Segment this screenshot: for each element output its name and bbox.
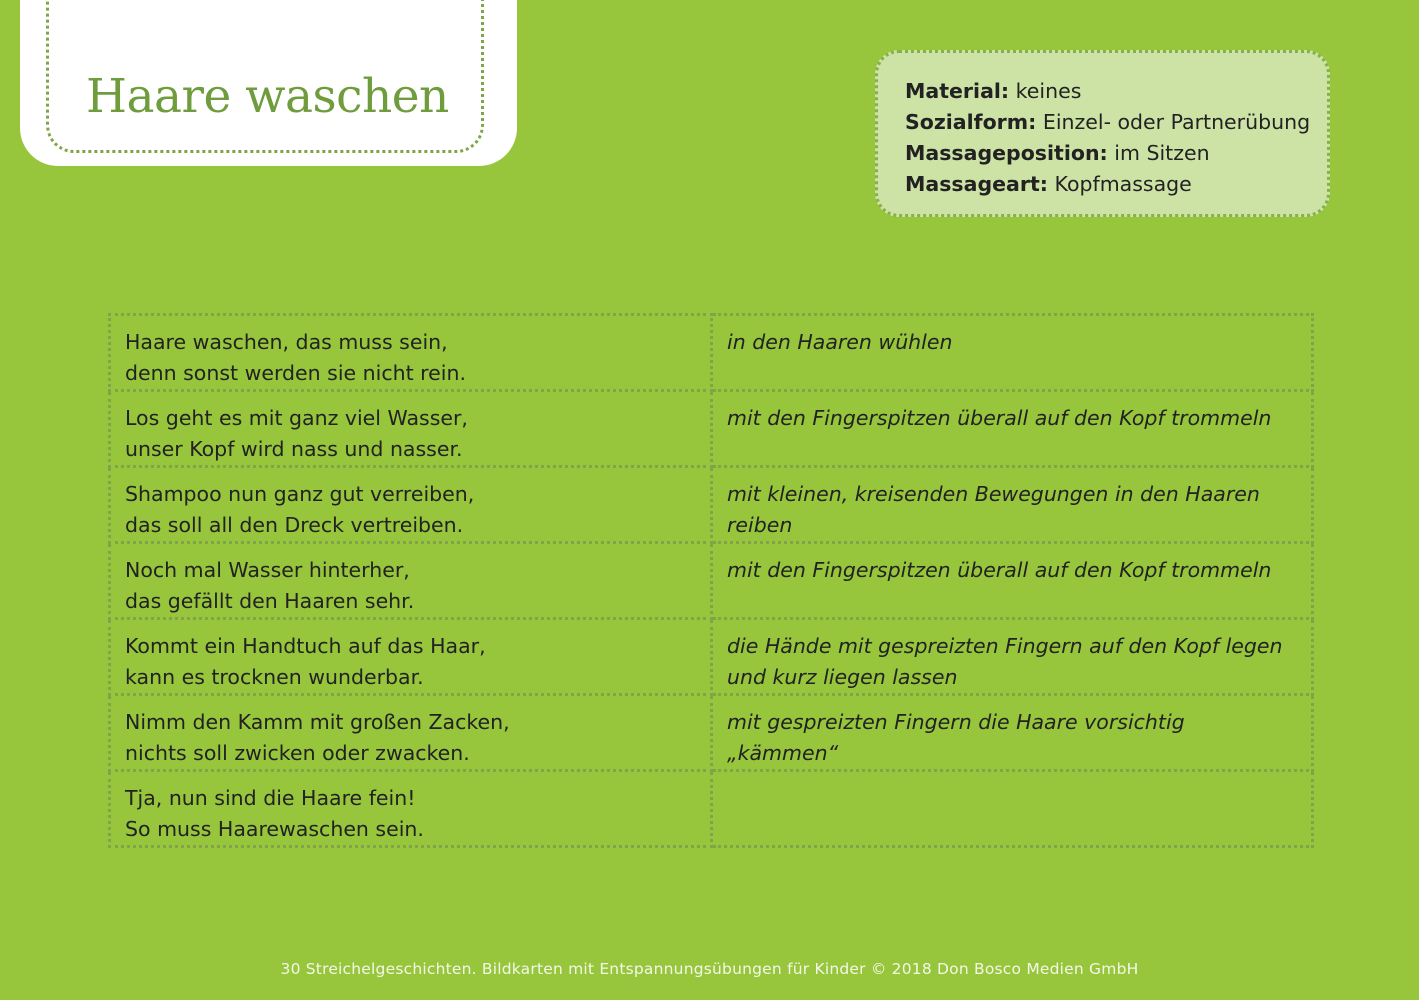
verse-line: nichts soll zwicken oder zwacken. (125, 741, 470, 765)
table-row (110, 771, 1313, 847)
verse-line: Shampoo nun ganz gut verreiben, (125, 482, 475, 506)
verse-line: denn sonst werden sie nicht rein. (125, 361, 466, 385)
verse-line: das gefällt den Haaren sehr. (125, 589, 415, 613)
info-key: Sozialform: (905, 110, 1037, 134)
verse-line: das soll all den Dreck vertreiben. (125, 513, 464, 537)
verse-cell (110, 467, 712, 543)
action-cell: mit kleinen, kreisenden Bewegungen in den Haaren reiben (712, 467, 1313, 543)
info-box (875, 50, 1330, 217)
table-row (110, 619, 1313, 695)
verse-line: Los geht es mit ganz viel Wasser, (125, 406, 468, 430)
info-key: Massageposition: (905, 141, 1108, 165)
info-value: im Sitzen (1107, 141, 1210, 165)
verse-cell (110, 315, 712, 391)
verse-cell (110, 619, 712, 695)
verse-line: kann es trocknen wunderbar. (125, 665, 424, 689)
table-row (110, 315, 1313, 391)
info-value: keines (1009, 79, 1082, 103)
action-cell: in den Haaren wühlen (712, 315, 1313, 391)
footer-copyright: 30 Streichelgeschichten. Bildkarten mit Entspannungsübungen für Kinder © 2018 Don Bosco Medien GmbH (280, 960, 1139, 978)
action-cell: mit gespreizten Fingern die Haare vorsichtig „kämmen“ (712, 695, 1313, 771)
info-sozialform (905, 107, 1327, 138)
info-key: Massageart: (905, 172, 1048, 196)
verse-cell (110, 543, 712, 619)
action-cell: die Hände mit gespreizten Fingern auf den Kopf legen und kurz liegen lassen (712, 619, 1313, 695)
massage-table (108, 313, 1314, 848)
table-row (110, 543, 1313, 619)
page-title: Haare waschen (86, 69, 449, 124)
action-cell (712, 771, 1313, 847)
table-row (110, 695, 1313, 771)
table-row (110, 391, 1313, 467)
verse-line: Nimm den Kamm mit großen Zacken, (125, 710, 510, 734)
table-row (110, 467, 1313, 543)
verse-cell (110, 771, 712, 847)
verse-line: Tja, nun sind die Haare fein! (125, 786, 416, 810)
verse-line: Noch mal Wasser hinterher, (125, 558, 410, 582)
info-key: Material: (905, 79, 1010, 103)
verse-line: Haare waschen, das muss sein, (125, 330, 448, 354)
info-material (905, 76, 1327, 107)
verse-line: unser Kopf wird nass und nasser. (125, 437, 463, 461)
verse-line: So muss Haarewaschen sein. (125, 817, 424, 841)
info-value: Einzel- oder Partnerübung (1036, 110, 1311, 134)
action-cell: mit den Fingerspitzen überall auf den Kopf trommeln (712, 391, 1313, 467)
verse-line: Kommt ein Handtuch auf das Haar, (125, 634, 486, 658)
info-value: Kopfmassage (1048, 172, 1192, 196)
info-massageart (905, 169, 1327, 200)
action-cell: mit den Fingerspitzen überall auf den Kopf trommeln (712, 543, 1313, 619)
title-card (20, 0, 517, 166)
verse-cell (110, 391, 712, 467)
info-massageposition (905, 138, 1327, 169)
verse-cell (110, 695, 712, 771)
